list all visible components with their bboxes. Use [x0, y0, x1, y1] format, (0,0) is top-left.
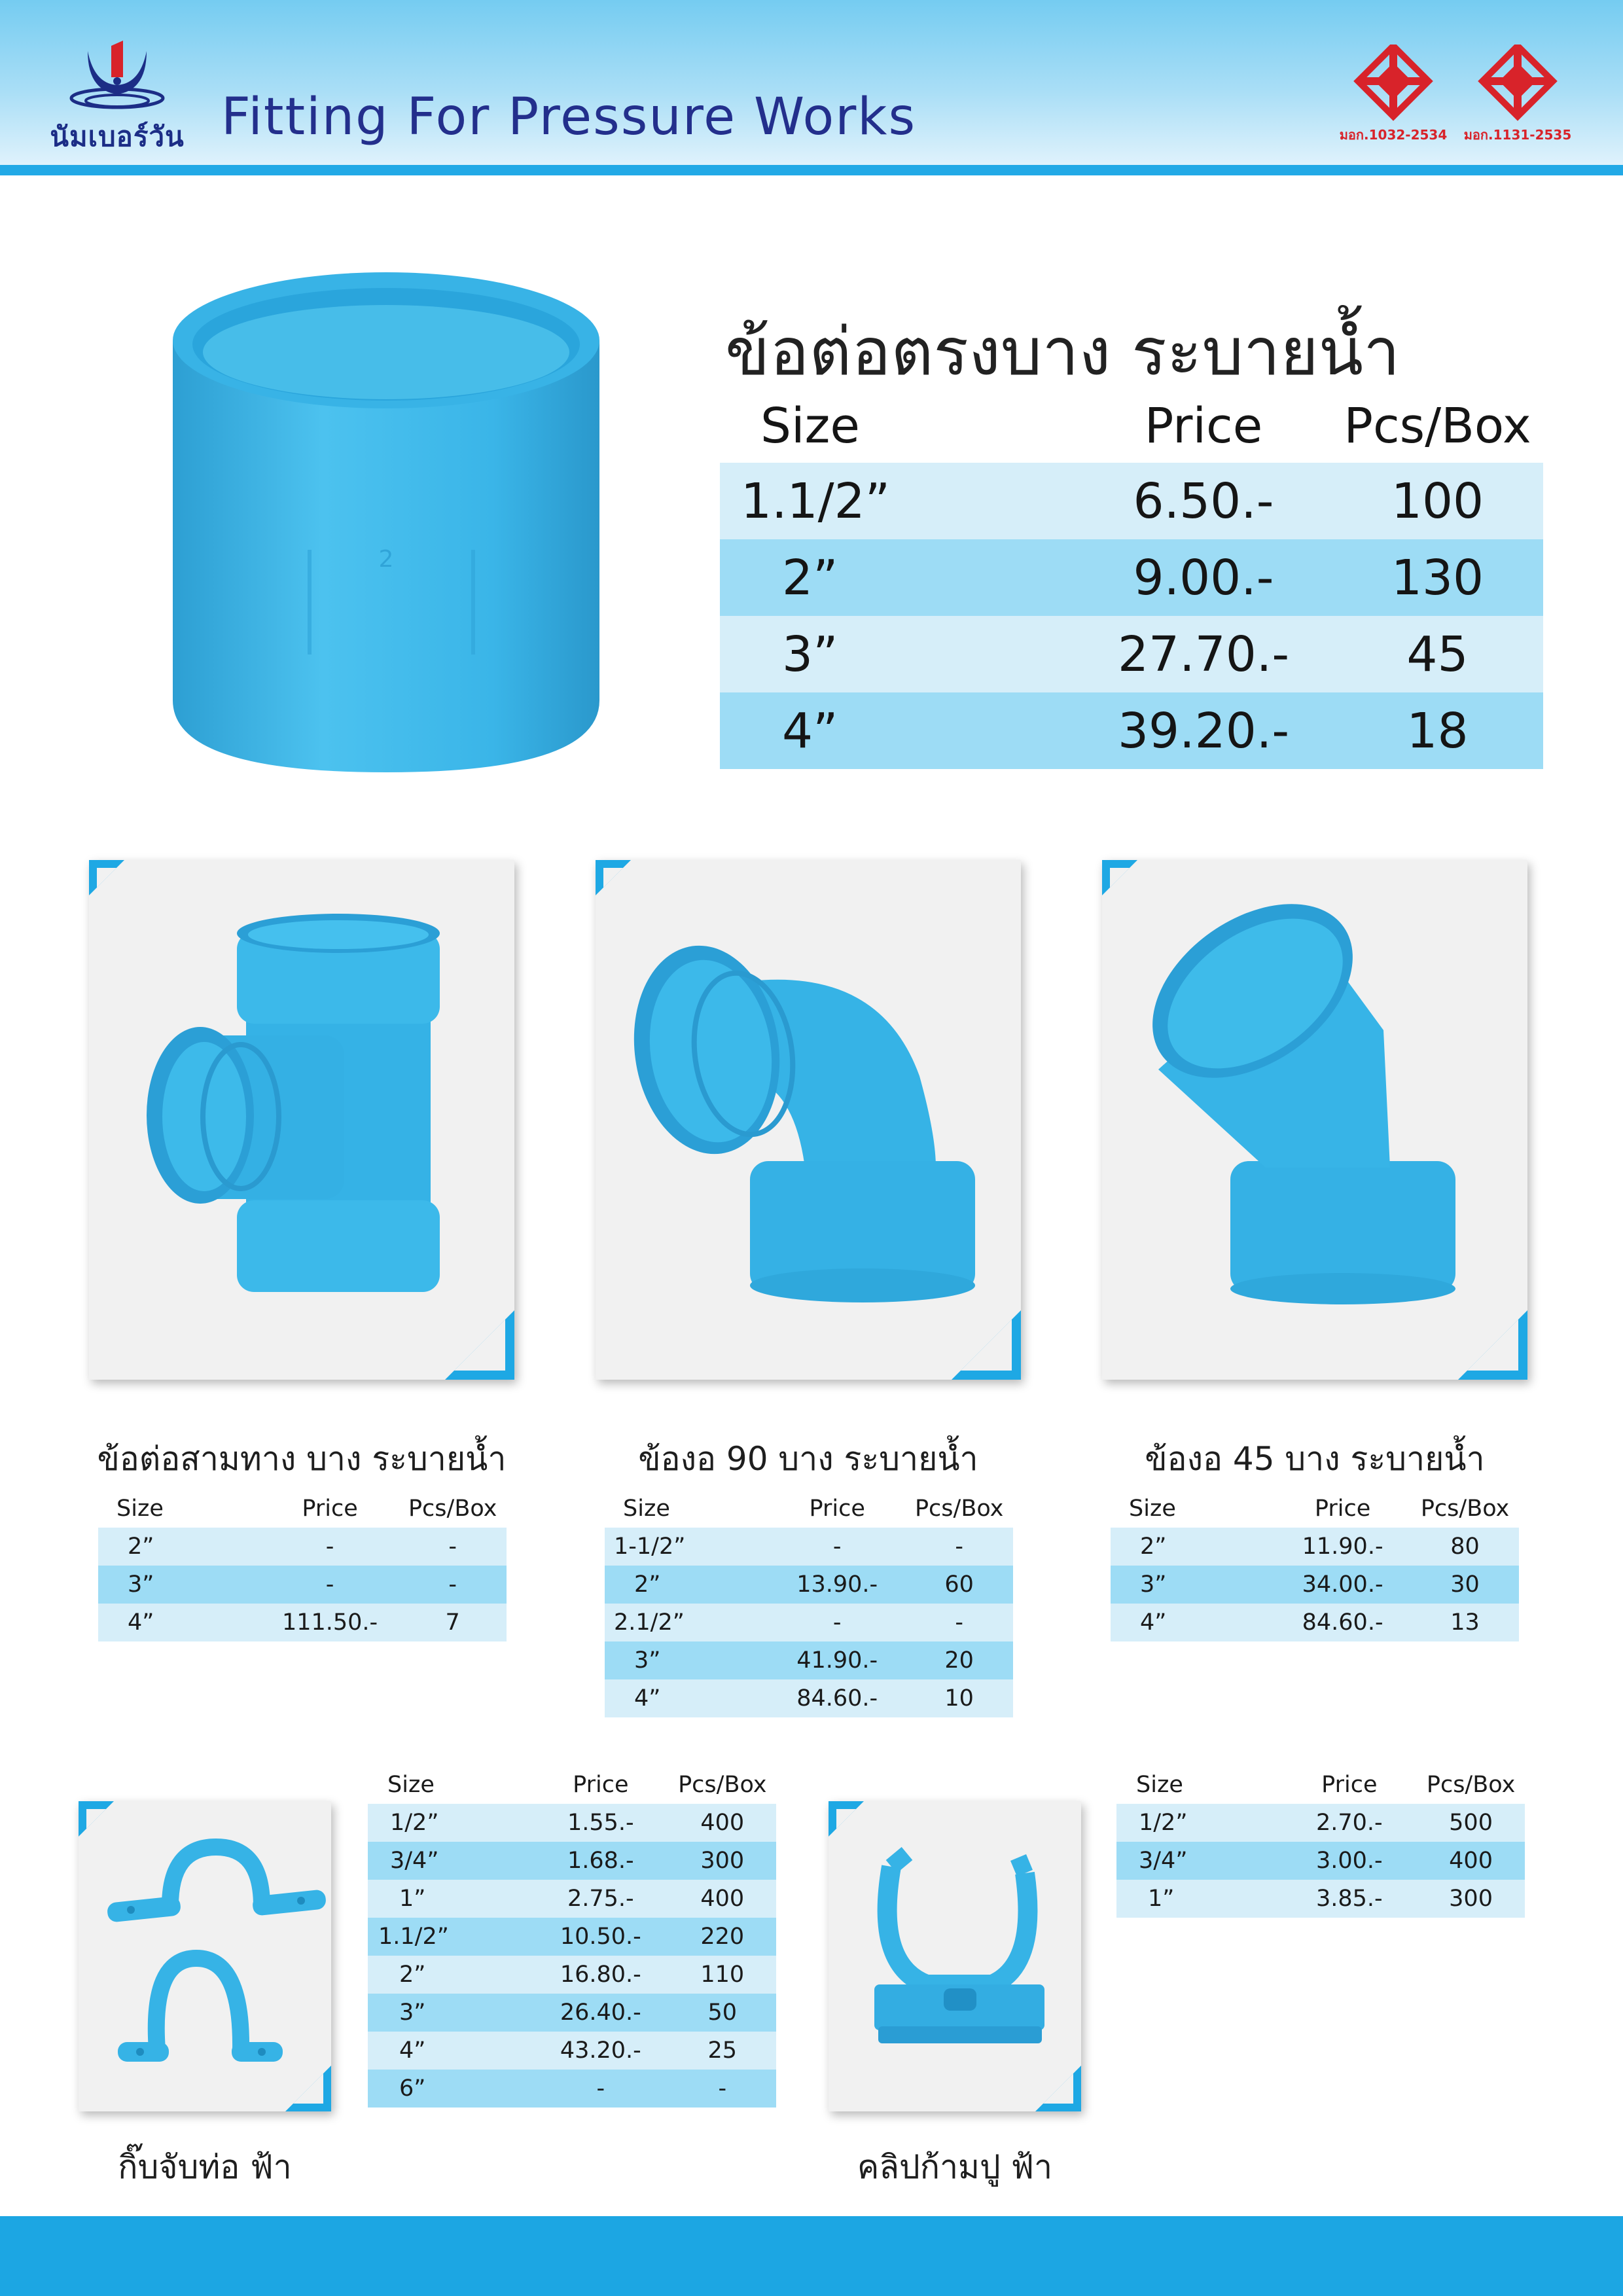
pcs-box-header: Pcs/Box [914, 1496, 1004, 1522]
table-row [1111, 1566, 1519, 1604]
size-cell: 1.1/2” [741, 473, 891, 529]
size-cell: 2.1/2” [614, 1609, 685, 1636]
certification-badge [1338, 45, 1449, 143]
pcs-cell: - [718, 2075, 727, 2102]
size-cell: 2” [128, 1534, 154, 1560]
size-cell: 4” [128, 1609, 154, 1636]
table-row [605, 1679, 1013, 1717]
size-header: Size [387, 1772, 435, 1798]
size-cell: 4” [782, 702, 838, 759]
price-cell: 43.20.- [560, 2037, 641, 2064]
price-cell: 16.80.- [560, 1962, 641, 1988]
size-header: Size [1136, 1772, 1183, 1798]
tee-photo-card [89, 860, 514, 1380]
size-cell: 1.1/2” [378, 1924, 449, 1950]
size-cell: 3” [399, 2000, 426, 2026]
table-row [368, 2070, 776, 2108]
pcs-cell: 400 [700, 1886, 745, 1912]
logo-text: นัมเบอร์วัน [50, 120, 185, 152]
table-row [368, 1842, 776, 1880]
pcs-cell: 10 [944, 1685, 974, 1712]
price-cell: 84.60.- [796, 1685, 878, 1712]
size-cell: 3” [128, 1571, 154, 1598]
crab-clip-product-name: คลิปก้ามปู ฟ้า [857, 2148, 1053, 2186]
price-cell: 2.75.- [567, 1886, 634, 1912]
size-cell: 1/2” [1139, 1810, 1188, 1836]
table-row [98, 1566, 507, 1604]
price-header: Price [1314, 1496, 1371, 1522]
size-cell: 4” [634, 1685, 661, 1712]
size-cell: 4” [399, 2037, 426, 2064]
page-title: Fitting For Pressure Works [221, 88, 917, 147]
certification-badge [1462, 45, 1573, 143]
size-cell: 1-1/2” [614, 1534, 686, 1560]
price-cell: 6.50.- [1133, 473, 1274, 529]
crab-clip-price-table [1116, 1766, 1525, 1918]
pcs-cell: 25 [707, 2037, 738, 2064]
table-row [720, 463, 1543, 539]
header-divider [0, 165, 1623, 175]
table-row [720, 692, 1543, 769]
size-header: Size [116, 1496, 164, 1522]
table-row [720, 616, 1543, 692]
header-banner [0, 0, 1623, 165]
price-cell: - [596, 2075, 605, 2102]
size-cell: 3” [782, 626, 838, 683]
pcs-cell: 110 [700, 1962, 745, 1988]
pipe-clamp-price-table [368, 1766, 776, 2108]
price-header: Price [1144, 398, 1263, 454]
pcs-box-header: Pcs/Box [408, 1496, 497, 1522]
table-row [605, 1604, 1013, 1641]
size-cell: 3/4” [1139, 1848, 1188, 1874]
pcs-cell: 300 [1449, 1886, 1493, 1912]
table-row [98, 1528, 507, 1566]
brand-logo [48, 38, 186, 152]
certification-label: มอก.1032-2534 [1339, 127, 1448, 143]
pcs-cell: - [955, 1534, 963, 1560]
size-cell: 1” [1148, 1886, 1175, 1912]
pcs-box-header: Pcs/Box [1426, 1772, 1516, 1798]
pipe-clamp-icon [79, 1801, 331, 2111]
pcs-cell: 80 [1450, 1534, 1480, 1560]
size-header: Size [623, 1496, 670, 1522]
size-cell: 3” [634, 1647, 661, 1674]
table-row [1116, 1842, 1525, 1880]
elbow-90-price-table [605, 1490, 1013, 1717]
table-row [368, 1880, 776, 1918]
size-cell: 2” [634, 1571, 661, 1598]
pcs-cell: 18 [1406, 702, 1469, 759]
size-header: Size [1129, 1496, 1176, 1522]
pcs-cell: 130 [1391, 549, 1484, 606]
elbow-90-photo-card [596, 860, 1021, 1380]
pcs-cell: 45 [1406, 626, 1469, 683]
table-row [368, 2032, 776, 2070]
price-cell: - [325, 1534, 334, 1560]
price-cell: 34.00.- [1302, 1571, 1383, 1598]
pcs-cell: 300 [700, 1848, 745, 1874]
price-cell: - [832, 1534, 842, 1560]
size-cell: 2” [782, 549, 838, 606]
price-cell: 111.50.- [281, 1609, 378, 1636]
size-cell: 3” [1140, 1571, 1167, 1598]
size-cell: 2” [399, 1962, 426, 1988]
table-row [605, 1641, 1013, 1679]
footer-band [0, 2216, 1623, 2296]
pcs-cell: 30 [1450, 1571, 1480, 1598]
size-cell: 2” [1140, 1534, 1167, 1560]
crab-clip-icon [829, 1801, 1081, 2111]
table-row [605, 1528, 1013, 1566]
elbow-45-photo-card [1102, 860, 1527, 1380]
pcs-cell: - [448, 1534, 457, 1560]
table-row [1111, 1604, 1519, 1641]
table-row [368, 1956, 776, 1994]
tee-price-table [98, 1490, 507, 1641]
tis-mark-icon [1338, 45, 1449, 123]
size-header: Size [760, 398, 860, 454]
pcs-cell: 7 [445, 1609, 460, 1636]
straight-coupling-icon [157, 268, 628, 792]
price-cell: 27.70.- [1117, 626, 1290, 683]
price-cell: 13.90.- [796, 1571, 878, 1598]
pcs-box-header: Pcs/Box [678, 1772, 767, 1798]
table-row [1111, 1528, 1519, 1566]
crab-clip-photo-card [829, 1801, 1081, 2111]
price-cell: 9.00.- [1133, 549, 1274, 606]
pcs-cell: 13 [1450, 1609, 1480, 1636]
price-cell: 11.90.- [1302, 1534, 1383, 1560]
price-cell: 1.55.- [567, 1810, 634, 1836]
size-cell: 4” [1140, 1609, 1167, 1636]
pcs-cell: 60 [944, 1571, 974, 1598]
pcs-box-header: Pcs/Box [1420, 1496, 1510, 1522]
elbow-90-icon [596, 860, 1021, 1380]
tee-product-name: ข้อต่อสามทาง บาง ระบายน้ำ [97, 1440, 507, 1478]
table-row [368, 1804, 776, 1842]
table-row [368, 1918, 776, 1956]
pcs-cell: 100 [1391, 473, 1484, 529]
price-cell: - [325, 1571, 334, 1598]
pipe-clamp-photo-card [79, 1801, 331, 2111]
main-price-table [720, 389, 1543, 769]
pipe-clamp-product-name: กิ๊บจับท่อ ฟ้า [118, 2148, 292, 2186]
certification-label: มอก.1131-2535 [1463, 127, 1572, 143]
table-row [605, 1566, 1013, 1604]
size-cell: 1/2” [390, 1810, 439, 1836]
tis-mark-icon [1462, 45, 1573, 123]
size-cell: 6” [399, 2075, 426, 2102]
table-row [1116, 1880, 1525, 1918]
size-cell: 1” [399, 1886, 426, 1912]
price-cell: 41.90.- [796, 1647, 878, 1674]
price-header: Price [302, 1496, 358, 1522]
elbow-90-product-name: ข้องอ 90 บาง ระบายน้ำ [638, 1440, 978, 1478]
pcs-cell: 220 [700, 1924, 745, 1950]
elbow-45-product-name: ข้องอ 45 บาง ระบายน้ำ [1145, 1440, 1485, 1478]
main-product-name: ข้อต่อตรงบาง ระบายน้ำ [725, 314, 1400, 390]
pcs-cell: 20 [944, 1647, 974, 1674]
pcs-cell: 50 [707, 2000, 738, 2026]
price-cell: 84.60.- [1302, 1609, 1383, 1636]
price-cell: 3.00.- [1315, 1848, 1383, 1874]
price-cell: 3.85.- [1315, 1886, 1383, 1912]
price-cell: 26.40.- [560, 2000, 641, 2026]
price-header: Price [573, 1772, 629, 1798]
price-cell: 10.50.- [560, 1924, 641, 1950]
table-row [98, 1604, 507, 1641]
price-header: Price [809, 1496, 865, 1522]
size-cell: 3/4” [390, 1848, 439, 1874]
pcs-box-header: Pcs/Box [1344, 398, 1531, 454]
pcs-cell: 400 [700, 1810, 745, 1836]
table-row [720, 539, 1543, 616]
pcs-cell: 500 [1449, 1810, 1493, 1836]
price-cell: 2.70.- [1315, 1810, 1383, 1836]
pcs-cell: - [955, 1609, 963, 1636]
straight-coupling-photo [157, 268, 628, 792]
elbow-45-icon [1102, 860, 1527, 1380]
price-cell: - [832, 1609, 842, 1636]
brand-logo-icon [48, 38, 186, 117]
table-row [1116, 1804, 1525, 1842]
svg-text:2: 2 [378, 546, 394, 573]
pcs-cell: 400 [1449, 1848, 1493, 1874]
price-cell: 1.68.- [567, 1848, 634, 1874]
elbow-45-price-table [1111, 1490, 1519, 1641]
table-row [368, 1994, 776, 2032]
tee-fitting-icon [89, 860, 514, 1380]
price-header: Price [1321, 1772, 1378, 1798]
pcs-cell: - [448, 1571, 457, 1598]
price-cell: 39.20.- [1117, 702, 1290, 759]
